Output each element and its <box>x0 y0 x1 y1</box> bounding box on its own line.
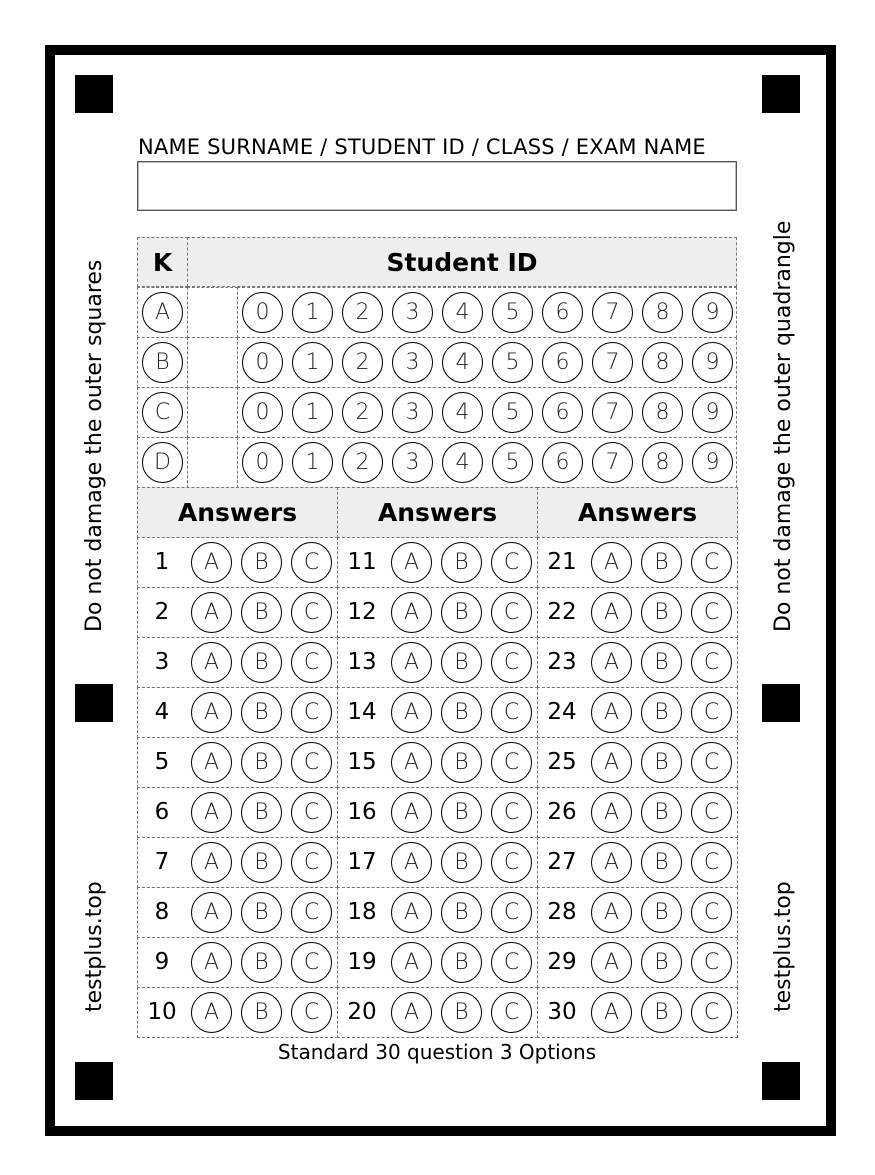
answer-bubble-c[interactable]: C <box>491 642 532 683</box>
answer-bubble-a[interactable]: A <box>391 642 432 683</box>
answer-bubble-b[interactable]: B <box>441 542 482 583</box>
name-field[interactable] <box>137 161 737 211</box>
question-number: 6 <box>154 799 170 825</box>
answer-bubble-a[interactable]: A <box>391 692 432 733</box>
student-id-bubble-1[interactable]: 1 <box>292 442 333 483</box>
answer-bubble-a[interactable]: A <box>591 892 632 933</box>
answer-bubble-b[interactable]: B <box>241 992 282 1033</box>
answer-bubble-c[interactable]: C <box>491 692 532 733</box>
answer-bubble-a[interactable]: A <box>591 592 632 633</box>
answer-bubble-a[interactable]: A <box>191 642 232 683</box>
answer-bubble-c[interactable]: C <box>691 942 732 983</box>
student-id-bubble-7[interactable]: 7 <box>592 292 633 333</box>
question-number: 9 <box>154 949 170 975</box>
student-id-writein-box[interactable] <box>187 387 238 438</box>
answer-bubble-a[interactable]: A <box>391 742 432 783</box>
question-number: 28 <box>547 899 577 925</box>
side-brand-left: testplus.top <box>82 881 107 1012</box>
answer-bubble-a[interactable]: A <box>591 992 632 1033</box>
answer-bubble-c[interactable]: C <box>291 742 332 783</box>
question-number: 10 <box>147 999 177 1025</box>
marker-top-left <box>75 75 113 113</box>
answer-bubble-c[interactable]: C <box>691 542 732 583</box>
answer-bubble-c[interactable]: C <box>291 842 332 883</box>
answer-bubble-a[interactable]: A <box>391 542 432 583</box>
booklet-bubble-d[interactable]: D <box>142 442 183 483</box>
student-id-bubble-1[interactable]: 1 <box>292 292 333 333</box>
answer-bubble-c[interactable]: C <box>691 642 732 683</box>
student-id-bubble-4[interactable]: 4 <box>442 392 483 433</box>
question-number: 7 <box>154 849 170 875</box>
answer-bubble-c[interactable]: C <box>291 992 332 1033</box>
answer-bubble-a[interactable]: A <box>391 592 432 633</box>
student-id-bubble-9[interactable]: 9 <box>692 442 733 483</box>
student-id-bubble-4[interactable]: 4 <box>442 442 483 483</box>
answer-bubble-b[interactable]: B <box>241 792 282 833</box>
student-id-writein-box[interactable] <box>187 337 238 388</box>
answer-bubble-c[interactable]: C <box>491 742 532 783</box>
question-number: 23 <box>547 649 577 675</box>
answer-bubble-b[interactable]: B <box>641 542 682 583</box>
student-id-bubble-2[interactable]: 2 <box>342 342 383 383</box>
student-id-writein-box[interactable] <box>187 287 238 338</box>
answer-bubble-a[interactable]: A <box>391 892 432 933</box>
question-number: 11 <box>347 549 377 575</box>
question-number: 22 <box>547 599 577 625</box>
student-id-bubble-6[interactable]: 6 <box>542 442 583 483</box>
answer-bubble-a[interactable]: A <box>591 742 632 783</box>
question-number: 12 <box>347 599 377 625</box>
marker-middle-left <box>75 684 113 722</box>
answer-bubble-b[interactable]: B <box>441 992 482 1033</box>
question-number: 3 <box>154 649 170 675</box>
answer-bubble-c[interactable]: C <box>291 892 332 933</box>
question-number: 4 <box>154 699 170 725</box>
student-id-bubble-6[interactable]: 6 <box>542 392 583 433</box>
answer-bubble-b[interactable]: B <box>441 592 482 633</box>
answer-bubble-c[interactable]: C <box>491 892 532 933</box>
student-id-header: Student ID <box>187 237 737 287</box>
question-number: 20 <box>347 999 377 1025</box>
answers-header: Answers <box>537 487 738 538</box>
student-id-bubble-5[interactable]: 5 <box>492 442 533 483</box>
answer-bubble-c[interactable]: C <box>491 592 532 633</box>
answer-bubble-c[interactable]: C <box>691 842 732 883</box>
student-id-bubble-3[interactable]: 3 <box>392 392 433 433</box>
answer-bubble-b[interactable]: B <box>641 892 682 933</box>
booklet-bubble-c[interactable]: C <box>142 392 183 433</box>
answer-bubble-c[interactable]: C <box>691 592 732 633</box>
question-number: 5 <box>154 749 170 775</box>
question-number: 2 <box>154 599 170 625</box>
answer-bubble-b[interactable]: B <box>641 992 682 1033</box>
student-id-bubble-2[interactable]: 2 <box>342 442 383 483</box>
question-number: 8 <box>154 899 170 925</box>
answer-bubble-b[interactable]: B <box>641 792 682 833</box>
question-number: 1 <box>154 549 170 575</box>
side-brand-right: testplus.top <box>771 881 796 1012</box>
booklet-header: K <box>137 237 188 287</box>
answer-bubble-a[interactable]: A <box>391 842 432 883</box>
answer-bubble-b[interactable]: B <box>441 742 482 783</box>
answer-bubble-b[interactable]: B <box>241 692 282 733</box>
question-number: 17 <box>347 849 377 875</box>
student-id-bubble-5[interactable]: 5 <box>492 342 533 383</box>
answer-bubble-b[interactable]: B <box>441 642 482 683</box>
question-number: 19 <box>347 949 377 975</box>
question-number: 25 <box>547 749 577 775</box>
student-id-bubble-2[interactable]: 2 <box>342 292 383 333</box>
answer-bubble-a[interactable]: A <box>191 592 232 633</box>
answer-bubble-b[interactable]: B <box>241 892 282 933</box>
marker-bottom-left <box>75 1062 113 1100</box>
answer-bubble-c[interactable]: C <box>491 842 532 883</box>
question-number: 29 <box>547 949 577 975</box>
marker-top-right <box>762 75 800 113</box>
answer-bubble-c[interactable]: C <box>691 692 732 733</box>
side-warning-left: Do not damage the outer squares <box>82 259 107 632</box>
student-id-bubble-8[interactable]: 8 <box>642 442 683 483</box>
answer-bubble-c[interactable]: C <box>691 892 732 933</box>
answer-bubble-b[interactable]: B <box>241 542 282 583</box>
answer-bubble-b[interactable]: B <box>641 692 682 733</box>
answer-bubble-a[interactable]: A <box>191 792 232 833</box>
answer-bubble-c[interactable]: C <box>291 692 332 733</box>
question-number: 24 <box>547 699 577 725</box>
student-id-bubble-7[interactable]: 7 <box>592 442 633 483</box>
student-id-bubble-3[interactable]: 3 <box>392 292 433 333</box>
sheet-footer: Standard 30 question 3 Options <box>277 1040 597 1064</box>
answer-bubble-a[interactable]: A <box>591 542 632 583</box>
answer-bubble-a[interactable]: A <box>191 842 232 883</box>
side-warning-right: Do not damage the outer quadrangle <box>771 220 796 632</box>
answer-bubble-b[interactable]: B <box>241 592 282 633</box>
answer-bubble-b[interactable]: B <box>441 792 482 833</box>
question-number: 15 <box>347 749 377 775</box>
student-id-bubble-4[interactable]: 4 <box>442 292 483 333</box>
student-id-bubble-5[interactable]: 5 <box>492 392 533 433</box>
answer-bubble-c[interactable]: C <box>491 542 532 583</box>
student-id-bubble-6[interactable]: 6 <box>542 292 583 333</box>
answer-bubble-c[interactable]: C <box>691 992 732 1033</box>
student-id-bubble-3[interactable]: 3 <box>392 442 433 483</box>
answer-bubble-a[interactable]: A <box>391 942 432 983</box>
question-number: 18 <box>347 899 377 925</box>
student-id-bubble-1[interactable]: 1 <box>292 392 333 433</box>
answer-bubble-b[interactable]: B <box>241 642 282 683</box>
student-id-bubble-5[interactable]: 5 <box>492 292 533 333</box>
answer-bubble-c[interactable]: C <box>491 992 532 1033</box>
answer-bubble-a[interactable]: A <box>591 792 632 833</box>
student-id-bubble-8[interactable]: 8 <box>642 392 683 433</box>
answer-bubble-b[interactable]: B <box>641 842 682 883</box>
answer-bubble-a[interactable]: A <box>391 792 432 833</box>
student-id-bubble-0[interactable]: 0 <box>242 392 283 433</box>
answer-bubble-b[interactable]: B <box>441 692 482 733</box>
student-id-bubble-3[interactable]: 3 <box>392 342 433 383</box>
answer-bubble-c[interactable]: C <box>291 542 332 583</box>
marker-middle-right <box>762 684 800 722</box>
booklet-bubble-b[interactable]: B <box>142 342 183 383</box>
student-id-bubble-9[interactable]: 9 <box>692 342 733 383</box>
question-number: 27 <box>547 849 577 875</box>
answer-bubble-b[interactable]: B <box>441 842 482 883</box>
answer-bubble-b[interactable]: B <box>441 942 482 983</box>
answer-bubble-a[interactable]: A <box>191 742 232 783</box>
student-id-writein-box[interactable] <box>187 437 238 488</box>
answer-bubble-b[interactable]: B <box>241 842 282 883</box>
answer-bubble-a[interactable]: A <box>191 542 232 583</box>
booklet-bubble-a[interactable]: A <box>142 292 183 333</box>
question-number: 26 <box>547 799 577 825</box>
answer-bubble-a[interactable]: A <box>591 842 632 883</box>
student-id-bubble-9[interactable]: 9 <box>692 392 733 433</box>
answers-header: Answers <box>337 487 538 538</box>
answer-bubble-c[interactable]: C <box>691 792 732 833</box>
student-id-bubble-0[interactable]: 0 <box>242 342 283 383</box>
answer-bubble-a[interactable]: A <box>191 992 232 1033</box>
answer-bubble-c[interactable]: C <box>291 642 332 683</box>
answer-bubble-b[interactable]: B <box>241 942 282 983</box>
answer-bubble-c[interactable]: C <box>491 792 532 833</box>
question-number: 13 <box>347 649 377 675</box>
answers-header: Answers <box>137 487 338 538</box>
answer-bubble-b[interactable]: B <box>641 642 682 683</box>
question-number: 21 <box>547 549 577 575</box>
answer-bubble-b[interactable]: B <box>641 592 682 633</box>
answer-bubble-b[interactable]: B <box>641 942 682 983</box>
marker-bottom-right <box>762 1062 800 1100</box>
question-number: 14 <box>347 699 377 725</box>
answer-bubble-b[interactable]: B <box>441 892 482 933</box>
answer-bubble-c[interactable]: C <box>291 592 332 633</box>
answer-bubble-c[interactable]: C <box>691 742 732 783</box>
answer-bubble-a[interactable]: A <box>191 942 232 983</box>
student-id-bubble-4[interactable]: 4 <box>442 342 483 383</box>
answer-bubble-a[interactable]: A <box>191 892 232 933</box>
question-number: 30 <box>547 999 577 1025</box>
student-id-bubble-7[interactable]: 7 <box>592 392 633 433</box>
student-id-bubble-0[interactable]: 0 <box>242 292 283 333</box>
answer-bubble-a[interactable]: A <box>591 642 632 683</box>
name-field-label: NAME SURNAME / STUDENT ID / CLASS / EXAM NAME <box>138 135 706 159</box>
answer-bubble-a[interactable]: A <box>391 992 432 1033</box>
answer-bubble-b[interactable]: B <box>241 742 282 783</box>
student-id-bubble-1[interactable]: 1 <box>292 342 333 383</box>
answer-bubble-c[interactable]: C <box>491 942 532 983</box>
student-id-bubble-0[interactable]: 0 <box>242 442 283 483</box>
answer-bubble-c[interactable]: C <box>291 942 332 983</box>
answer-bubble-a[interactable]: A <box>591 942 632 983</box>
answer-bubble-a[interactable]: A <box>191 692 232 733</box>
question-number: 16 <box>347 799 377 825</box>
answer-bubble-b[interactable]: B <box>641 742 682 783</box>
student-id-bubble-9[interactable]: 9 <box>692 292 733 333</box>
student-id-bubble-2[interactable]: 2 <box>342 392 383 433</box>
answer-bubble-c[interactable]: C <box>291 792 332 833</box>
answer-bubble-a[interactable]: A <box>591 692 632 733</box>
student-id-bubble-6[interactable]: 6 <box>542 342 583 383</box>
student-id-bubble-8[interactable]: 8 <box>642 342 683 383</box>
student-id-bubble-7[interactable]: 7 <box>592 342 633 383</box>
student-id-bubble-8[interactable]: 8 <box>642 292 683 333</box>
